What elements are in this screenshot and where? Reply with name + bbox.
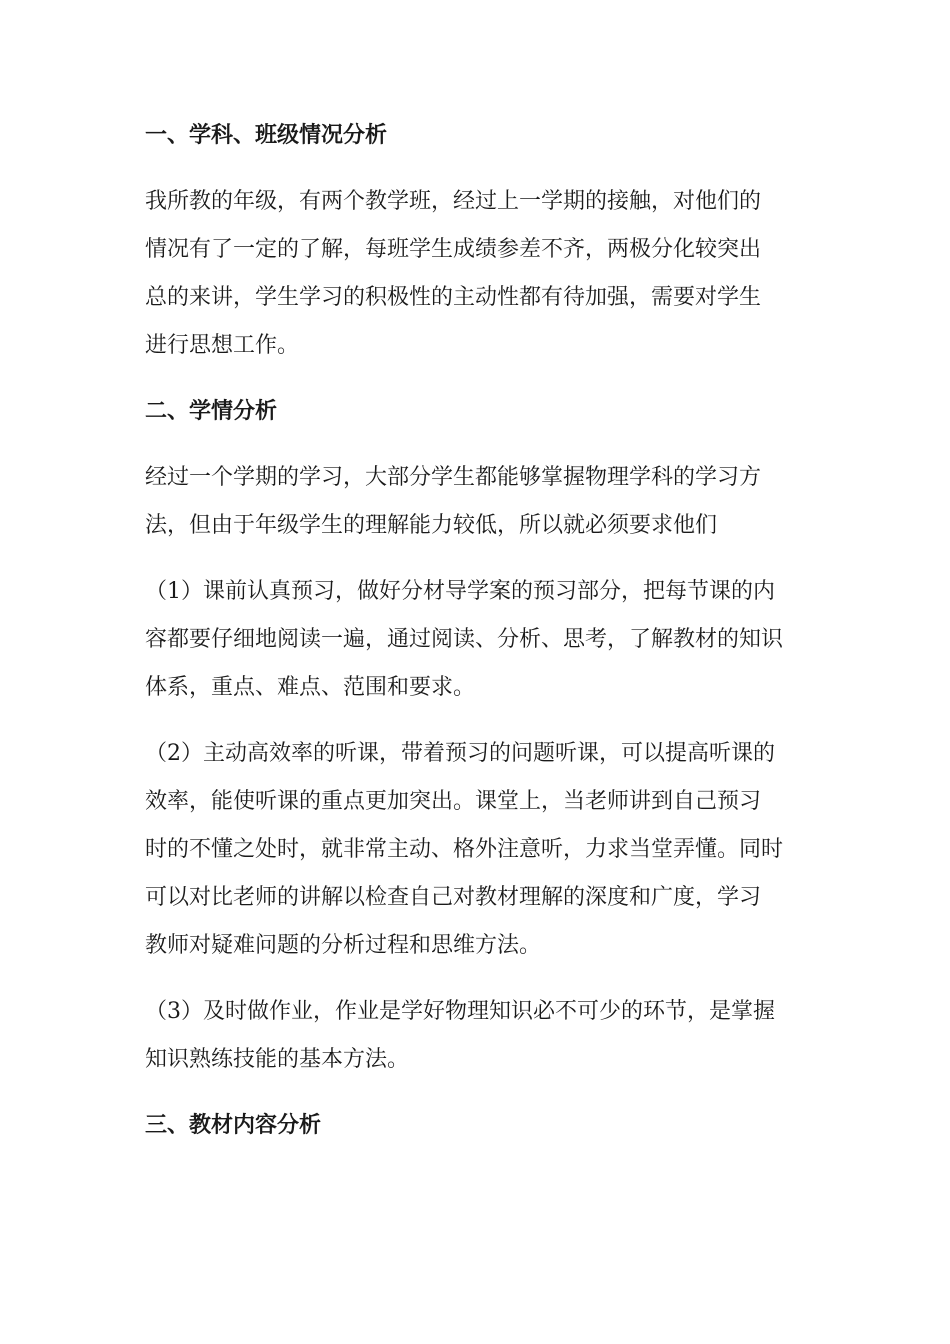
text-line: 时的不懂之处时，就非常主动、格外注意听，力求当堂弄懂。同时 bbox=[145, 837, 784, 862]
section-2-item-1 bbox=[145, 568, 810, 712]
text-line: （3）及时做作业，作业是学好物理知识必不可少的环节，是掌握 bbox=[145, 999, 775, 1024]
text-line: （2）主动高效率的听课，带着预习的问题听课，可以提高听课的 bbox=[145, 741, 775, 766]
section-1-paragraph-1 bbox=[145, 178, 810, 370]
text-line: 教师对疑难问题的分析过程和思维方法。 bbox=[145, 933, 542, 958]
text-line: 法，但由于年级学生的理解能力较低，所以就必须要求他们 bbox=[145, 513, 718, 538]
section-2-item-3 bbox=[145, 988, 810, 1084]
section-heading-2: 二、学情分析 bbox=[145, 399, 278, 424]
text-line: 知识熟练技能的基本方法。 bbox=[145, 1047, 410, 1072]
text-line: 经过一个学期的学习，大部分学生都能够掌握物理学科的学习方 bbox=[145, 465, 762, 490]
text-line: 体系，重点、难点、范围和要求。 bbox=[145, 675, 476, 700]
section-heading-3: 三、教材内容分析 bbox=[145, 1113, 322, 1138]
text-line: （1）课前认真预习，做好分材导学案的预习部分，把每节课的内 bbox=[145, 579, 775, 604]
section-2-paragraph-1 bbox=[145, 454, 810, 550]
document-body bbox=[145, 112, 810, 1168]
section-heading-1: 一、学科、班级情况分析 bbox=[145, 123, 388, 148]
text-line: 可以对比老师的讲解以检查自己对教材理解的深度和广度，学习 bbox=[145, 885, 762, 910]
text-line: 情况有了一定的了解，每班学生成绩参差不齐，两极分化较突出 bbox=[145, 237, 762, 262]
section-2-item-2 bbox=[145, 730, 810, 970]
text-line: 我所教的年级，有两个教学班，经过上一学期的接触，对他们的 bbox=[145, 189, 762, 214]
text-line: 效率，能使听课的重点更加突出。课堂上，当老师讲到自己预习 bbox=[145, 789, 762, 814]
text-line: 容都要仔细地阅读一遍，通过阅读、分析、思考，了解教材的知识 bbox=[145, 627, 784, 652]
text-line: 总的来讲，学生学习的积极性的主动性都有待加强，需要对学生 bbox=[145, 285, 762, 310]
text-line: 进行思想工作。 bbox=[145, 333, 300, 358]
